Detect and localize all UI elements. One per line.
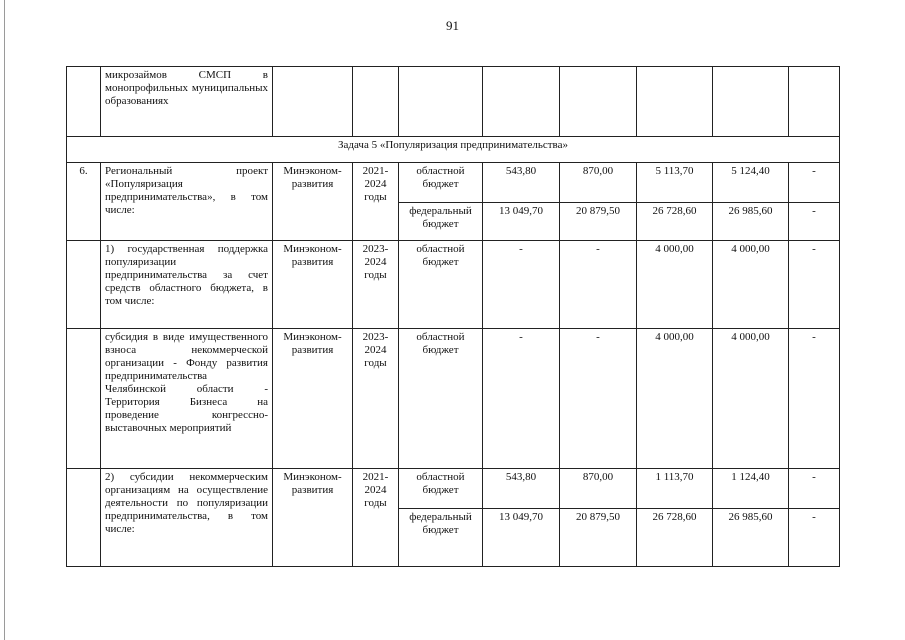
amount-cell: 20 879,50 — [560, 509, 637, 567]
amount-cell: 26 728,60 — [637, 509, 713, 567]
funding-source-cell: федеральный бюджет — [399, 509, 483, 567]
extra-cell: - — [789, 163, 840, 203]
amount-cell: 26 985,60 — [713, 509, 789, 567]
event-name-cell: 1) государственная поддержка популяризации предпринимательства за счет средств областного бюджета, в том числе: — [101, 241, 273, 329]
event-name-cell: субсидия в виде имущественного взноса некоммерческой организации - Фонду развития предпринимательства Челябинской области - Территория Бизнеса на проведение конгрессно-выставочных мероприятий — [101, 329, 273, 469]
table-row — [67, 329, 840, 469]
table-row — [67, 241, 840, 329]
funding-source-cell: областной бюджет — [399, 329, 483, 469]
executor-cell: Минэконом-развития — [273, 469, 353, 567]
num-cell — [67, 67, 101, 137]
page-number: 91 — [446, 18, 459, 33]
years-cell: 2023-2024 годы — [353, 241, 399, 329]
num-cell: 6. — [67, 163, 101, 241]
extra-cell: - — [789, 509, 840, 567]
extra-cell: - — [789, 241, 840, 329]
amount-cell: 20 879,50 — [560, 203, 637, 241]
amount-cell: - — [483, 241, 560, 329]
num-cell — [67, 329, 101, 469]
task-header-row — [67, 137, 840, 163]
funding-source-cell: областной бюджет — [399, 163, 483, 203]
years-cell: 2023-2024 годы — [353, 329, 399, 469]
amount-cell: 5 124,40 — [713, 163, 789, 203]
funding-source-cell: федеральный бюджет — [399, 203, 483, 241]
amount-cell: 26 728,60 — [637, 203, 713, 241]
page-edge-line — [4, 0, 5, 640]
amount-cell: - — [560, 241, 637, 329]
amount-cell: 870,00 — [560, 163, 637, 203]
executor-cell: Минэконом-развития — [273, 241, 353, 329]
amount-cell: 13 049,70 — [483, 509, 560, 567]
years-cell: 2021-2024 годы — [353, 163, 399, 241]
continued-row — [67, 67, 840, 137]
table-row — [67, 163, 840, 203]
funding-source-cell: областной бюджет — [399, 241, 483, 329]
amount-cell: 5 113,70 — [637, 163, 713, 203]
amount-cell: 26 985,60 — [713, 203, 789, 241]
amount-cell: - — [560, 329, 637, 469]
extra-cell: - — [789, 469, 840, 509]
amount-cell: 4 000,00 — [713, 241, 789, 329]
executor-cell: Минэконом-развития — [273, 329, 353, 469]
amount-cell: 4 000,00 — [637, 241, 713, 329]
event-name-cell: Региональный проект «Популяризация предпринимательства», в том числе: — [101, 163, 273, 241]
years-cell: 2021-2024 годы — [353, 469, 399, 567]
executor-cell: Минэконом-развития — [273, 163, 353, 241]
event-name-cell: микрозаймов СМСП в монопрофильных муниципальных образованиях — [101, 67, 273, 137]
event-name-cell: 2) субсидии некоммерческим организациям на осуществление деятельности по популяризации предпринимательства, в том числе: — [101, 469, 273, 567]
amount-cell: 13 049,70 — [483, 203, 560, 241]
table-row — [67, 469, 840, 509]
num-cell — [67, 469, 101, 567]
amount-cell: 543,80 — [483, 469, 560, 509]
amount-cell: 543,80 — [483, 163, 560, 203]
amount-cell: - — [483, 329, 560, 469]
task-header: Задача 5 «Популяризация предпринимательства» — [67, 137, 840, 163]
extra-cell: - — [789, 329, 840, 469]
extra-cell: - — [789, 203, 840, 241]
amount-cell: 1 113,70 — [637, 469, 713, 509]
amount-cell: 4 000,00 — [713, 329, 789, 469]
program-table — [66, 66, 840, 567]
funding-source-cell: областной бюджет — [399, 469, 483, 509]
amount-cell: 4 000,00 — [637, 329, 713, 469]
num-cell — [67, 241, 101, 329]
amount-cell: 870,00 — [560, 469, 637, 509]
amount-cell: 1 124,40 — [713, 469, 789, 509]
